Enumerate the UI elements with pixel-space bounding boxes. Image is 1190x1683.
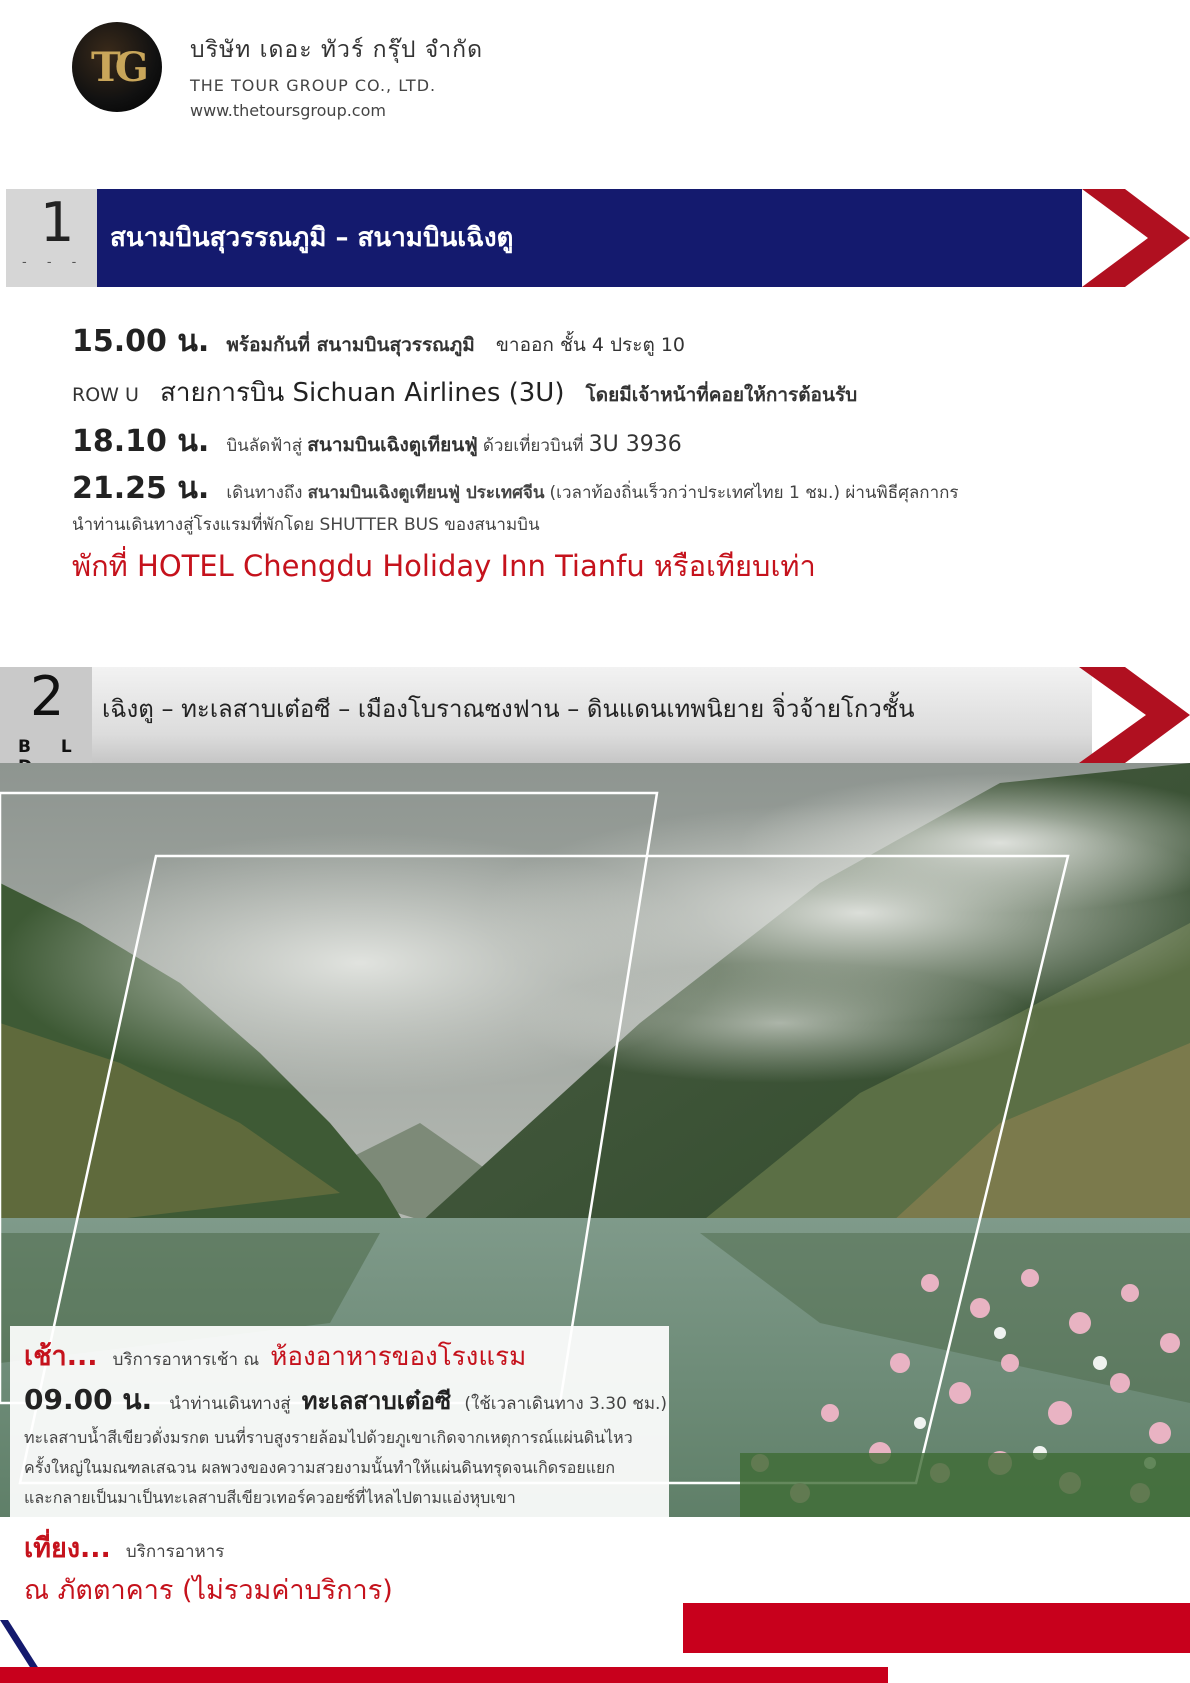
day2-travel-destination: ทะเลสาบเต๋อซี: [301, 1387, 452, 1415]
day1-item-3: [72, 418, 682, 465]
day2-description-line: ทะเลสาบน้ำสีเขียวดั่งมรกต บนที่ราบสูงรายล้อมไปด้วยภูเขาเกิดจากเหตุการณ์แผ่นดินไหว: [24, 1428, 633, 1447]
day1-item-5-text: นำท่านเดินทางสู่โรงแรมที่พักโดย SHUTTER BUS ของสนามบิน: [72, 515, 540, 535]
day2-title: เฉิงตู – ทะเลสาบเต๋อซี – เมืองโบราณซงฟาน – ดินแดนเทพนิยาย จิ่วจ้ายโกวชั้น: [102, 695, 915, 723]
day2-travel-duration: (ใช้เวลาเดินทาง 3.30 ชม.): [464, 1394, 668, 1414]
decorative-red-block: [683, 1603, 1190, 1653]
day1-item-2-rest: โดยมีเจ้าหน้าที่คอยให้การต้อนรับ: [585, 384, 858, 406]
day1-item-4-pre: เดินทางถึง: [226, 483, 303, 503]
company-name-thai: บริษัท เดอะ ทัวร์ กรุ๊ป จำกัด: [190, 37, 484, 63]
day1-item-4: [72, 465, 959, 512]
day1-item-2-prefix: ROW U: [72, 384, 139, 406]
day1-item-3-mid: ด้วยเที่ยวบินที่: [482, 436, 584, 456]
day2-description-line: และกลายเป็นมาเป็นทะเลสาบสีเขียวเทอร์ควอยซ์ที่ไหลไปตามแอ่งหุบเขา: [24, 1488, 516, 1507]
day2-time: 09.00 น.: [24, 1383, 153, 1416]
day1-flight-number: 3U 3936: [588, 432, 682, 457]
day2-breakfast-place: ห้องอาหารของโรงแรม: [270, 1342, 527, 1372]
company-name-english: THE TOUR GROUP CO., LTD.: [190, 76, 437, 95]
day2-number: 2: [30, 665, 65, 728]
company-info: [190, 32, 483, 120]
day1-item-2: [72, 372, 857, 413]
day1-item-3-pre: บินลัดฟ้าสู่: [226, 436, 303, 456]
day1-item-4-bold: สนามบินเฉิงตูเทียนฟู่ ประเทศจีน: [307, 483, 545, 503]
decorative-bottom-bar: [0, 1667, 888, 1683]
day1-hotel: พักที่ HOTEL Chengdu Holiday Inn Tianfu หรือเทียบเท่า: [72, 549, 816, 583]
day2-breakfast-text: บริการอาหารเช้า ณ: [112, 1350, 260, 1370]
day1-item-1: [72, 318, 685, 365]
day2-breakfast-label: เช้า...: [24, 1341, 98, 1372]
day1-item-5: [72, 511, 540, 538]
day2-description-line: ครั้งใหญ่ในมณฑลเสฉวน ผลพวงของความสวยงามนั้นทำให้แผ่นดินทรุดจนเกิดรอยแยก: [24, 1458, 616, 1477]
day2-lunch-line: [24, 1526, 224, 1569]
day2-lunch-text: บริการอาหาร: [125, 1542, 225, 1562]
day1-title: สนามบินสุวรรณภูมิ – สนามบินเฉิงตู: [110, 223, 514, 253]
day2-lunch-place: ณ ภัตตาคาร (ไม่รวมค่าบริการ): [24, 1575, 393, 1606]
day1-time: 15.00 น.: [72, 324, 210, 359]
company-logo: [72, 22, 162, 112]
day2-meals: B L: [18, 737, 84, 757]
day2-lunch-label: เที่ยง...: [24, 1533, 111, 1564]
day2-info-card: [10, 1326, 669, 1518]
company-website[interactable]: www.thetoursgroup.com: [190, 101, 386, 120]
day2-travel-line: [24, 1378, 667, 1422]
day2-breakfast-line: [24, 1334, 526, 1377]
day1-item-1-rest: ขาออก ชั้น 4 ประตู 10: [495, 334, 686, 356]
day1-airline: สายการบิน Sichuan Airlines (3U): [159, 378, 565, 408]
day1-time: 21.25 น.: [72, 471, 210, 506]
day1-number: 1: [40, 191, 75, 254]
logo-monogram: TG: [91, 43, 143, 91]
day1-banner: [0, 189, 1190, 287]
day2-travel-pre: นำท่านเดินทางสู่: [169, 1394, 291, 1414]
day1-item-4-rest: (เวลาท้องถิ่นเร็วกว่าประเทศไทย 1 ชม.) ผ่านพิธีศุลกากร: [549, 483, 959, 503]
day1-item-1-bold: พร้อมกันที่ สนามบินสุวรรณภูมิ: [226, 334, 475, 356]
day1-item-3-bold: สนามบินเฉิงตูเทียนฟู่: [307, 434, 478, 456]
day2-banner: [0, 667, 1190, 763]
day1-time: 18.10 น.: [72, 424, 210, 459]
day1-meals: - - -: [22, 255, 85, 270]
